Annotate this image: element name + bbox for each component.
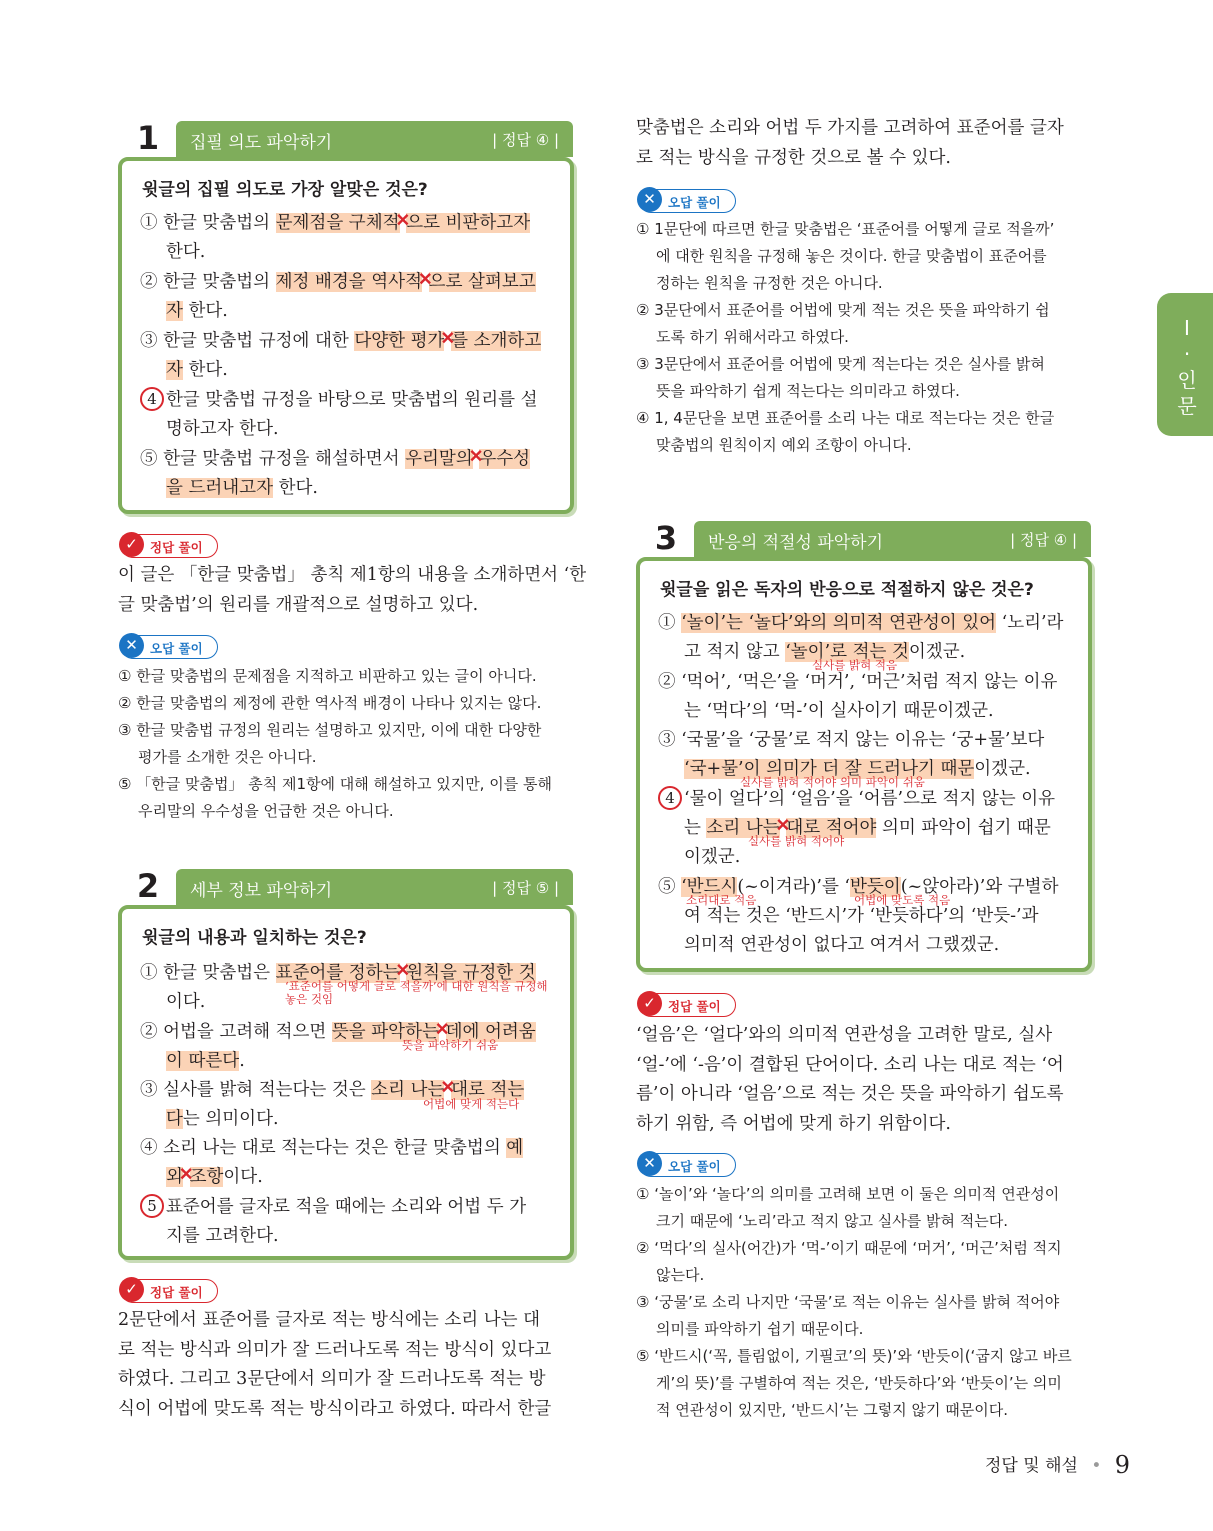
footer-bullet: • (1091, 1456, 1102, 1476)
q2-correct-solution-badge: ✓ 정답 풀이 (121, 1279, 218, 1303)
q3-option-1[interactable]: ① ‘놀이’는 ‘놀다’와의 의미적 연관성이 있어 ‘노리’라 고 적지 않고 ‘놀이’로 적는 것이겠군. (658, 613, 1064, 662)
q3-correct-solution-badge: ✓ 정답 풀이 (639, 993, 736, 1017)
q1-header (120, 121, 573, 157)
page-number: 9 (1114, 1451, 1131, 1479)
check-circle-icon: ✓ (119, 1277, 144, 1302)
answer-circle-icon: 5 (140, 1194, 164, 1218)
q1-correct-solution-text: 이 글은 「한글 맞춤법」 총칙 제1항의 내용을 소개하면서 ‘한 글 맞춤법’의 원리를 개괄적으로 설명하고 있다. (118, 565, 587, 615)
q3-stem: 윗글을 읽은 독자의 반응으로 적절하지 않은 것은? (660, 580, 1034, 600)
q3-number: 3 (654, 519, 678, 557)
q2-header (120, 869, 573, 905)
q1-wrong-solution-list: ① 한글 맞춤법의 문제점을 지적하고 비판하고 있는 글이 아니다. ② 한글 맞춤법의 제정에 관한 역사적 배경이 나타나 있지는 않다. ③ 한글 맞춤법 규정의 원리는 설명하고 있지만, 이에 대한 다양한 평가를 소개한 것은 아니다. ⑤ 「한글 맞춤법」 총칙 제1항에 대해 해설하고 있지만, 이를 통해 우리말의 우수성을 언급한 것은 아니다. (118, 667, 552, 820)
cross-mark-icon: ✕ (775, 816, 791, 836)
q2-note-2: 뜻을 파악하기 쉬움 (402, 1038, 499, 1052)
q2-note-1: ‘표준어를 어떻게 글로 적을까’에 대한 원칙을 규정해 놓은 것임 (285, 979, 548, 1006)
q1-option-1[interactable]: ① 한글 맞춤법의 문제점을 구체적✕으로 비판하고자 한다. (140, 211, 531, 262)
q3-wrong-solution-badge: ✕ 오답 풀이 (639, 1153, 736, 1177)
cross-mark-icon: ✕ (178, 1165, 194, 1185)
page-footer (985, 1449, 1130, 1477)
q3-note-5b: 어법에 맞도록 적음 (854, 893, 951, 907)
answer-circle-icon: 4 (658, 786, 682, 810)
highlight: 문제점을 구체적 (275, 213, 400, 233)
q3-option-5[interactable]: ⑤ ‘반드시(~이겨라)’를 ‘반듯이(~앉아라)’와 구별하 여 적는 것은 ‘반드시’가 ‘반듯하다’의 ‘반듯-’과 의미적 연관성이 없다고 여겨서 그랬겠군. (658, 877, 1059, 955)
q1-option-3[interactable]: ③ 한글 맞춤법 규정에 대한 다양한 평가✕를 소개하고 자 한다. (140, 329, 542, 380)
cross-mark-icon: ✕ (468, 447, 484, 467)
q3-header (638, 521, 1091, 557)
q1-option-2[interactable]: ② 한글 맞춤법의 제정 배경을 역사적✕으로 살펴보고 자 한다. (140, 270, 536, 321)
q3-title: 반응의 적절성 파악하기 (708, 533, 884, 553)
cross-mark-icon: ✕ (434, 1020, 450, 1040)
q2-title: 세부 정보 파악하기 (190, 881, 333, 901)
q3-note-5a: 소리대로 적음 (686, 893, 757, 907)
answer-circle-icon: 4 (140, 387, 164, 411)
cross-mark-icon: ✕ (395, 961, 411, 981)
q2-option-5[interactable]: 5 표준어를 글자로 적을 때에는 소리와 어법 두 가 지를 고려한다. (140, 1193, 526, 1251)
q3-box (636, 557, 1092, 972)
q2-option-2[interactable]: ② 어법을 고려해 적으면 뜻을 파악하는✕데에 어려움 이 따른다. (140, 1020, 536, 1071)
q2-option-3[interactable]: ③ 실사를 밝혀 적는다는 것은 소리 나는✕대로 적는 다는 의미이다. (140, 1078, 525, 1129)
q1-number: 1 (136, 119, 160, 157)
q2-title-bar (176, 869, 573, 905)
q1-correct-solution-badge: ✓ 정답 풀이 (121, 534, 218, 558)
q1-title-bar (176, 121, 573, 157)
x-circle-icon: ✕ (119, 633, 144, 658)
x-circle-icon: ✕ (637, 1151, 662, 1176)
q1-answer: | 정답 ④ | (492, 131, 559, 149)
q2-option-1[interactable]: ① 한글 맞춤법은 표준어를 정하는✕원칙을 규정한 것 이다. (140, 961, 536, 1012)
q2-answer: | 정답 ⑤ | (492, 879, 559, 897)
q3-answer: | 정답 ④ | (1010, 531, 1077, 549)
q2-wrong-solution-list: ① 1문단에 따르면 한글 맞춤법은 ‘표준어를 어떻게 글로 적을까’ 에 대한 원칙을 규정해 놓은 것이다. 한글 맞춤법이 표준어를 정하는 원칙을 규정한 것은 아니다. ② 3문단에서 표준어를 어법에 맞게 적는 것은 뜻을 파악하기 쉽 도록 하기 위해서라고 하였다. ③ 3문단에서 표준어를 어법에 맞게 적는다는 것은 실사를 밝혀 뜻을 파악하기 쉽게 적는다는 의미라고 하였다. ④ 1, 4문단을 보면 표준어를 소리 나는 대로 적는다는 것은 한글 맞춤법의 원칙이지 예외 조항이 아니다. (636, 220, 1055, 454)
check-circle-icon: ✓ (119, 532, 144, 557)
q1-box (118, 157, 574, 514)
cross-mark-icon: ✕ (395, 211, 411, 231)
chapter-side-tab[interactable]: Ⅰ · 인 문 (1157, 293, 1213, 436)
q3-option-2[interactable]: ② ‘먹어’, ‘먹은’을 ‘머거’, ‘머근’처럼 적지 않는 이유 는 ‘먹다’의 ‘먹-’이 실사이기 때문이겠군. (658, 672, 1058, 721)
q3-wrong-solution-list: ① ‘놀이’와 ‘놀다’의 의미를 고려해 보면 이 둘은 의미적 연관성이 크기 때문에 ‘노리’라고 적지 않고 실사를 밝혀 적는다. ② ‘먹다’의 실사(어간)가 ‘먹-’이기 때문에 ‘머거’, ‘머근’처럼 적지 않는다. ③ ‘궁물’로 소리 나지만 ‘국물’로 적는 이유는 실사를 밝혀 적어야 의미를 파악하기 쉽기 때문이다. ⑤ ‘반드시(‘꼭, 틀림없이, 기필코’의 뜻)’와 ‘반듯이(‘굽지 않고 바르 게’의 뜻)’를 구별하여 적는 것은, ‘반듯하다’와 ‘반듯이’는 의미 적 연관성이 있지만, ‘반드시’는 그렇지 않기 때문이다. (636, 1185, 1072, 1419)
q2-correct-solution-text: 2문단에서 표준어를 글자로 적는 방식에는 소리 나는 대 로 적는 방식과 의미가 잘 드러나도록 적는 방식이 있다고 하였다. 그리고 3문단에서 의미가 잘 드러나도록 적는 방 식이 어법에 맞도록 적는 방식이라고 하였다. 따라서 한글 (118, 1310, 552, 1419)
q2-note-3: 어법에 맞게 적는다 (423, 1097, 520, 1111)
q2-number: 2 (136, 867, 160, 905)
q1-wrong-solution-badge: ✕ 오답 풀이 (121, 635, 218, 659)
q3-note-3: 실사를 밝혀 적어야 의미 파악이 쉬움 (740, 775, 925, 789)
cross-mark-icon: ✕ (440, 1078, 456, 1098)
q3-title-bar (694, 521, 1091, 557)
q2-option-4[interactable]: ④ 소리 나는 대로 적는다는 것은 한글 맞춤법의 예 외✕조항이다. (140, 1138, 524, 1187)
q3-note-4: 실사를 밝혀 적어야 (748, 834, 845, 848)
footer-label: 정답 및 해설 (985, 1456, 1078, 1476)
right-continued-text: 맞춤법은 소리와 어법 두 가지를 고려하여 표준어를 글자 로 적는 방식을 규정한 것으로 볼 수 있다. (636, 118, 1064, 168)
q2-box (118, 905, 574, 1260)
highlight: 으로 비판하고자 (406, 213, 531, 233)
q2-wrong-solution-badge: ✕ 오답 풀이 (639, 189, 736, 213)
q1-option-5[interactable]: ⑤ 한글 맞춤법 규정을 해설하면서 우리말의✕우수성 을 드러내고자 한다. (140, 447, 531, 498)
check-circle-icon: ✓ (637, 991, 662, 1016)
q1-option-4[interactable]: 4 한글 맞춤법 규정을 바탕으로 맞춤법의 원리를 설 명하고자 한다. (140, 386, 537, 444)
q3-note-1: 실사를 밝혀 적음 (812, 658, 898, 672)
q2-stem: 윗글의 내용과 일치하는 것은? (142, 928, 367, 948)
q1-title: 집필 의도 파악하기 (190, 133, 333, 153)
x-circle-icon: ✕ (637, 187, 662, 212)
q3-option-4[interactable]: 4 ‘물이 얼다’의 ‘얼음’을 ‘어름’으로 적지 않는 이유 는 소리 나는✕대로 적어야 의미 파악이 쉽기 때문 이겠군. (658, 785, 1055, 872)
cross-mark-icon: ✕ (418, 270, 433, 290)
q3-correct-solution-text: ‘얼음’은 ‘얼다’와의 의미적 연관성을 고려한 말로, 실사 ‘얼-’에 ‘-음’이 결합된 단어이다. 소리 나는 대로 적는 ‘어 름’이 아니라 ‘얼음’으로 적는 것은 뜻을 파악하기 쉽도록 하기 위함, 즉 어법에 맞게 하기 위함이다. (636, 1025, 1064, 1134)
q3-option-3[interactable]: ③ ‘국물’을 ‘궁물’로 적지 않는 이유는 ‘궁+물’보다 ‘국+물’이 의미가 더 잘 드러나기 때문이겠군. (658, 730, 1045, 779)
q1-stem: 윗글의 집필 의도로 가장 알맞은 것은? (142, 180, 428, 200)
cross-mark-icon: ✕ (440, 329, 456, 349)
